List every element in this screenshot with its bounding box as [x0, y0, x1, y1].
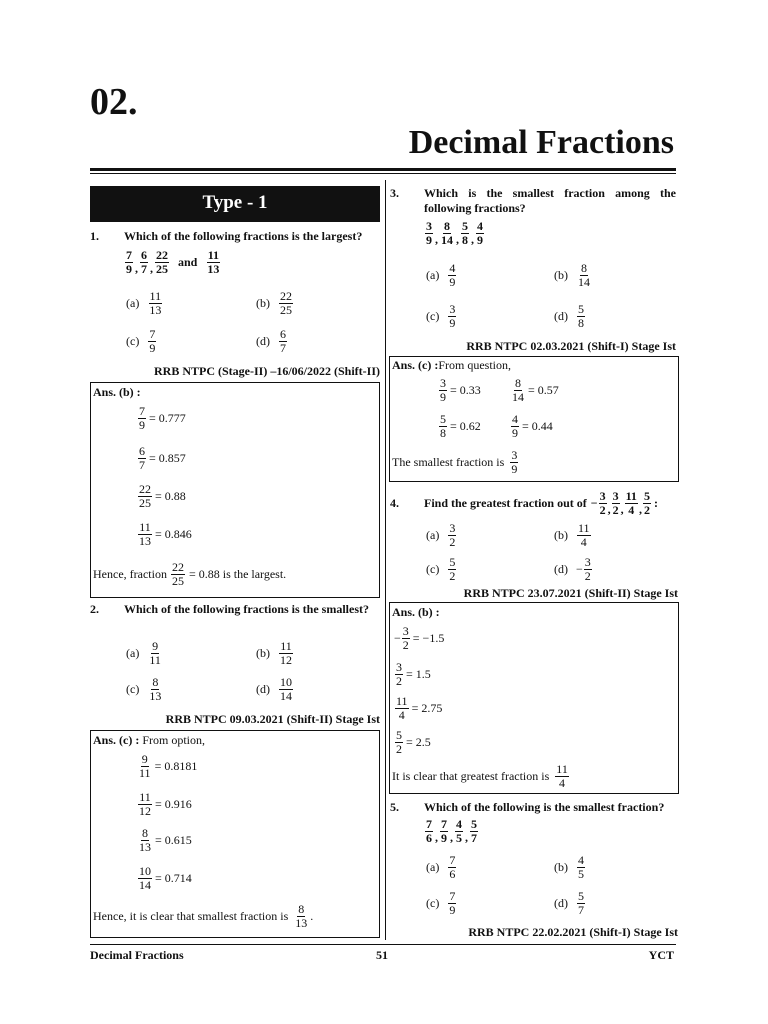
answer-conclusion: Hence, fraction $\frac{22}{25}$ = 0.88 is the largest.	[93, 560, 287, 588]
q5-fraction-series: $\frac{7}{6}$ , $\frac{7}{9}$ , $\frac{4}{5}$ , $\frac{5}{7}$	[426, 817, 477, 845]
q3-option-b[interactable]: (b) $\frac{8}{14}$	[554, 261, 590, 289]
q2-option-b[interactable]: (b) $\frac{11}{12}$	[256, 639, 292, 667]
question-number: 3.	[390, 186, 399, 200]
question-5	[390, 800, 680, 816]
q5-source: RRB NTPC 22.02.2021 (Shift-I) Stage Ist	[468, 925, 678, 939]
q5-option-c[interactable]: (c) $\frac{7}{9}$	[426, 889, 456, 917]
fraction: $\frac{5}{8}$	[462, 219, 468, 247]
answer-conclusion: It is clear that greatest fraction is $\frac{11}{4}$	[392, 762, 568, 790]
answer-step: $\frac{22}{25}$ = 0.88	[139, 482, 186, 510]
answer-step: $\frac{7}{9}$ = 0.777	[139, 404, 186, 432]
fraction: $\frac{3}{9}$	[426, 219, 432, 247]
question-number: 5.	[390, 800, 399, 814]
q2-option-c[interactable]: (c) $\frac{8}{13}$	[126, 675, 162, 703]
q4-fraction-series: − $\frac{3}{2}$ , $\frac{3}{2}$ , $\frac{11}{4}$ , $\frac{5}{2}$ :	[590, 488, 658, 517]
answer-step: $\frac{10}{14}$ = 0.714	[139, 864, 192, 892]
fraction: $\frac{22}{25}$	[156, 248, 168, 276]
answer-step: $\frac{3}{9}$ = 0.33	[440, 376, 481, 404]
q1-option-b[interactable]: (b) $\frac{22}{25}$	[256, 289, 292, 317]
fraction: $\frac{6}{7}$	[141, 248, 147, 276]
fraction: $\frac{11}{13}$	[207, 248, 220, 276]
fraction: $\frac{5}{7}$	[471, 817, 477, 845]
q2-option-a[interactable]: (a) $\frac{9}{11}$	[126, 639, 161, 667]
question-text: Which is the smallest fraction among the following fractions?	[424, 186, 676, 215]
question-text: Find the greatest fraction out of	[424, 495, 587, 510]
q1-fraction-series: $\frac{7}{9}$ , $\frac{6}{7}$ , $\frac{22}{25}$ and $\frac{11}{13}$	[126, 248, 220, 276]
answer-step: $\frac{11}{12}$ = 0.916	[139, 790, 192, 818]
column-divider	[385, 180, 386, 940]
q3-fraction-series: $\frac{3}{9}$ , $\frac{8}{14}$ , $\frac{5}{8}$ , $\frac{4}{9}$	[426, 219, 483, 247]
q2-option-d[interactable]: (d) $\frac{10}{14}$	[256, 675, 292, 703]
answer-label: Ans. (b) :	[392, 605, 440, 619]
q4-option-a[interactable]: (a) $\frac{3}{2}$	[426, 521, 456, 549]
answer-step: $\frac{11}{4}$ = 2.75	[396, 694, 443, 722]
q1-option-a[interactable]: (a) $\frac{11}{13}$	[126, 289, 162, 317]
q2-answer-box	[90, 730, 380, 938]
question-text: Which of the following is the smallest fraction?	[424, 800, 665, 814]
fraction: $\frac{7}{9}$	[441, 817, 447, 845]
question-1	[90, 229, 380, 249]
question-number: 2.	[90, 602, 99, 616]
answer-conclusion: Hence, it is clear that smallest fraction is $\frac{8}{13}$ .	[93, 902, 314, 930]
footer-left: Decimal Fractions	[90, 948, 184, 962]
q1-option-c[interactable]: (c) $\frac{7}{9}$	[126, 327, 156, 355]
header-rule-thin	[90, 173, 676, 174]
footer-right: YCT	[648, 948, 674, 962]
q1-answer-box	[90, 382, 380, 598]
answer-label-row: Ans. (c) :From question,	[392, 358, 511, 372]
q5-option-a[interactable]: (a) $\frac{7}{6}$	[426, 853, 456, 881]
question-text: Which of the following fractions is the largest?	[124, 229, 363, 243]
footer-rule	[90, 944, 676, 945]
q5-option-d[interactable]: (d) $\frac{5}{7}$	[554, 889, 584, 917]
answer-label-row: Ans. (c) : From option,	[93, 733, 205, 747]
type-banner: Type - 1	[90, 186, 380, 222]
fraction: $\frac{8}{14}$	[441, 219, 453, 247]
fraction: $\frac{4}{9}$	[477, 219, 483, 247]
q4-option-d[interactable]: (d) − $\frac{3}{2}$	[554, 555, 591, 583]
question-text: Which of the following fractions is the smallest?	[124, 602, 369, 616]
q2-source: RRB NTPC 09.03.2021 (Shift-II) Stage Ist	[165, 712, 380, 726]
q3-option-c[interactable]: (c) $\frac{3}{9}$	[426, 302, 456, 330]
answer-step: $\frac{8}{13}$ = 0.615	[139, 826, 192, 854]
question-3	[390, 186, 676, 218]
answer-step: $\frac{9}{11}$ = 0.8181	[139, 752, 198, 780]
answer-step: $\frac{8}{14}$ = 0.57	[512, 376, 559, 404]
q4-answer-box	[389, 602, 679, 794]
answer-step: $\frac{3}{2}$ = 1.5	[396, 660, 431, 688]
q1-option-d[interactable]: (d) $\frac{6}{7}$	[256, 327, 286, 355]
q3-source: RRB NTPC 02.03.2021 (Shift-I) Stage Ist	[466, 339, 676, 353]
and-word: and	[178, 255, 198, 269]
answer-step: $\frac{4}{9}$ = 0.44	[512, 412, 553, 440]
fraction: $\frac{7}{6}$	[426, 817, 432, 845]
q3-answer-box	[389, 356, 679, 482]
question-number: 1.	[90, 229, 99, 243]
answer-conclusion: The smallest fraction is $\frac{3}{9}$	[392, 448, 518, 476]
fraction: $\frac{7}{9}$	[126, 248, 132, 276]
chapter-title: Decimal Fractions	[408, 124, 674, 161]
chapter-number: 02.	[90, 81, 138, 123]
page-number: 51	[376, 948, 388, 962]
answer-label: Ans. (b) :	[93, 385, 141, 399]
answer-step: − $\frac{3}{2}$ = −1.5	[394, 624, 445, 652]
answer-step: $\frac{5}{2}$ = 2.5	[396, 728, 431, 756]
fraction: $\frac{4}{5}$	[456, 817, 462, 845]
q5-option-b[interactable]: (b) $\frac{4}{5}$	[554, 853, 584, 881]
q3-option-a[interactable]: (a) $\frac{4}{9}$	[426, 261, 456, 289]
question-4	[390, 486, 680, 520]
answer-step: $\frac{6}{7}$ = 0.857	[139, 444, 186, 472]
answer-step: $\frac{5}{8}$ = 0.62	[440, 412, 481, 440]
q4-option-b[interactable]: (b) $\frac{11}{4}$	[554, 521, 590, 549]
q4-option-c[interactable]: (c) $\frac{5}{2}$	[426, 555, 456, 583]
question-number: 4.	[390, 495, 399, 510]
question-2	[90, 602, 380, 634]
q1-source: RRB NTPC (Stage-II) –16/06/2022 (Shift-II)	[154, 364, 380, 378]
answer-step: $\frac{11}{13}$ = 0.846	[139, 520, 192, 548]
header-rule	[90, 168, 676, 171]
q3-option-d[interactable]: (d) $\frac{5}{8}$	[554, 302, 584, 330]
q4-source: RRB NTPC 23.07.2021 (Shift-II) Stage Ist	[463, 586, 678, 600]
